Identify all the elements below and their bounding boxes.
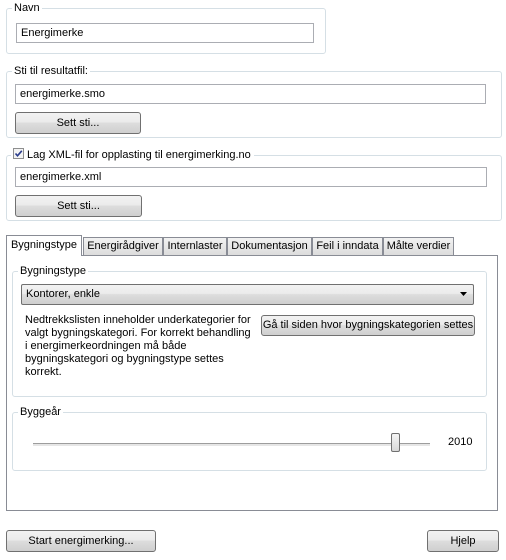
bygningstype-selected: Kontorer, enkle	[26, 288, 100, 300]
bygningstype-group	[12, 265, 487, 397]
byggear-slider-track[interactable]	[33, 443, 430, 447]
resultatfil-group	[6, 65, 502, 138]
tab-panel-bygningstype	[6, 255, 498, 511]
xml-input[interactable]: energimerke.xml	[15, 167, 487, 187]
xml-group	[6, 149, 502, 221]
tab-dokumentasjon[interactable]: Dokumentasjon	[227, 237, 312, 255]
byggear-legend: Byggeår	[20, 406, 61, 418]
bygningstype-legend: Bygningstype	[20, 265, 87, 277]
checkmark-icon	[14, 149, 23, 158]
xml-checkbox[interactable]	[13, 148, 24, 159]
xml-sett-sti-button[interactable]: Sett sti...	[15, 195, 142, 217]
tab-malte-verdier[interactable]: Målte verdier	[383, 237, 454, 255]
resultatfil-legend: Sti til resultatfil:	[14, 65, 88, 77]
tab-energiradgiver[interactable]: Energirådgiver	[83, 237, 163, 255]
tab-feil-i-inndata[interactable]: Feil i inndata	[312, 237, 383, 255]
resultatfil-sett-sti-button[interactable]: Sett sti...	[15, 112, 141, 134]
navn-input[interactable]: Energimerke	[16, 23, 314, 43]
bygningstype-dropdown[interactable]	[21, 284, 474, 305]
navn-group	[6, 2, 326, 54]
start-energimerking-button[interactable]: Start energimerking...	[6, 530, 156, 552]
xml-legend	[11, 148, 254, 162]
tab-internlaster[interactable]: Internlaster	[163, 237, 227, 255]
bygningstype-description: Nedtrekkslisten inneholder underkategorier for valgt bygningskategori. For korrekt behandling i energimerkeordningen må både bygningskategori og bygningstype settes korrekt.	[25, 314, 251, 378]
goto-bygningskategori-button[interactable]: Gå til siden hvor bygningskategorien settes	[261, 315, 475, 336]
byggear-value: 2010	[448, 436, 473, 448]
tab-bygningstype[interactable]: Bygningstype	[6, 235, 82, 256]
chevron-down-icon	[460, 292, 467, 296]
hjelp-button[interactable]: Hjelp	[427, 530, 499, 552]
byggear-group	[12, 406, 487, 471]
xml-checkbox-label: Lag XML-fil for opplasting til energimerking.no	[27, 149, 251, 161]
resultatfil-input[interactable]: energimerke.smo	[15, 84, 486, 104]
byggear-slider-thumb[interactable]	[391, 433, 400, 452]
navn-legend: Navn	[14, 2, 40, 14]
